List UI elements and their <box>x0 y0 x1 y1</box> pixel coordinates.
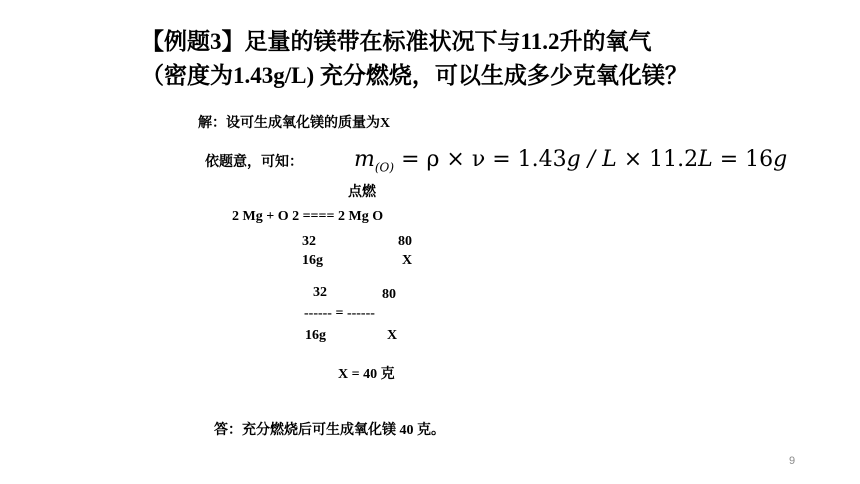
proportion-bottom-right: X <box>387 328 398 343</box>
formula-part-4: × 11.2 <box>616 147 699 172</box>
proportion-divider: ------ = ------ <box>304 306 375 321</box>
given-label: 依题意，可知： <box>205 155 303 170</box>
formula-part-5: L <box>698 147 713 172</box>
proportion-bottom-left: 16g <box>305 328 326 343</box>
formula-part-7: g <box>773 147 788 172</box>
mg-molar-mass: 32 <box>302 234 316 249</box>
page-number: 9 <box>789 455 796 467</box>
problem-title-line-1: 【例题3】足量的镁带在标准状况下与11.2升的氧气 <box>141 29 652 54</box>
proportion-top-right: 80 <box>382 287 396 302</box>
answer-line: 答：充分燃烧后可生成氧化镁 40 克。 <box>214 423 445 438</box>
mgo-unknown: X <box>402 253 413 268</box>
mg-given-mass: 16g <box>302 253 323 268</box>
formula-part-2: 1.43 <box>517 147 567 172</box>
formula-m: m <box>354 147 375 172</box>
reaction-condition: 点燃 <box>348 185 376 200</box>
oxygen-mass-formula <box>354 147 787 174</box>
proportion-top-left: 32 <box>313 285 327 300</box>
problem-title-line-2: （密度为1.43g/L) 充分燃烧，可以生成多少克氧化镁？ <box>141 63 688 88</box>
result-line: X = 40 克 <box>338 367 395 382</box>
solution-intro: 解：设可生成氧化镁的质量为X <box>198 116 391 131</box>
chemical-equation: 2 Mg + O 2 ==== 2 Mg O <box>232 209 384 224</box>
mgo-molar-mass: 80 <box>398 234 412 249</box>
formula-part-1: = ρ × ν = <box>394 147 518 172</box>
formula-part-6: = 16 <box>712 147 774 172</box>
formula-subscript: (O) <box>374 160 395 175</box>
formula-part-3: g / L <box>566 147 617 172</box>
